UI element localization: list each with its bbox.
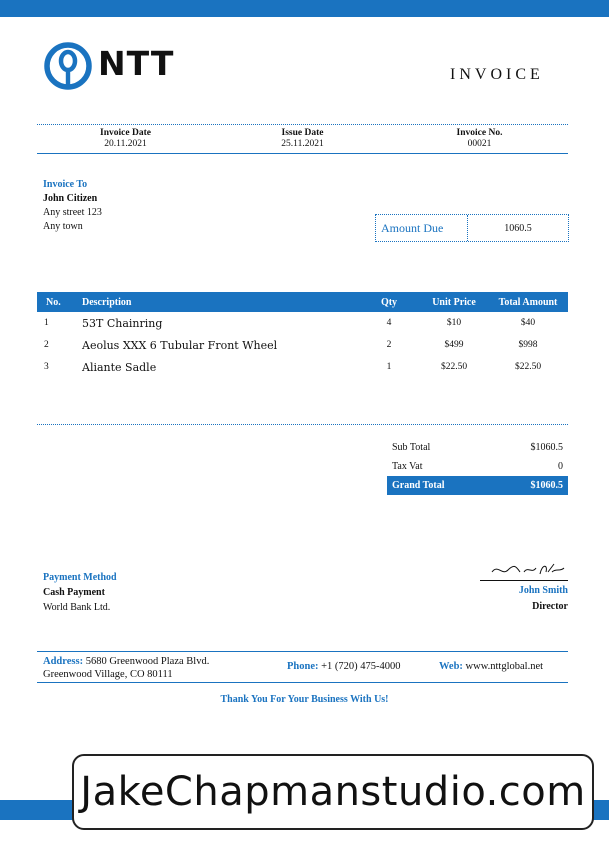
amount-due-box [375,214,569,242]
row-unit-price: $10 [446,318,462,328]
subtotal-value: $1060.5 [530,442,563,453]
invoice-meta-row [37,124,568,154]
ntt-logo-icon [44,42,92,90]
payment-bank: World Bank Ltd. [43,602,111,613]
document-title: INVOICE [450,66,544,83]
bill-to-label: Invoice To [43,179,88,190]
header-description: Description [82,292,358,312]
issue-date-value: 25.11.2021 [281,139,324,149]
signer-title: Director [532,601,568,612]
grand-total-value: $1060.5 [530,480,563,491]
header-unit-price: Unit Price [420,292,488,312]
tax-row [387,457,568,476]
items-divider [37,424,568,425]
issue-date-label: Issue Date [281,128,324,138]
web-label: Web: [439,661,463,672]
row-qty: 2 [386,340,392,350]
web-block [439,661,543,672]
invoice-date [37,125,214,153]
brand-name: NTT [98,44,175,83]
row-no: 1 [44,318,49,328]
address-line1: 5680 Greenwood Plaza Blvd. [85,656,210,667]
table-row [37,356,568,378]
row-description: Aeolus XXX 6 Tubular Front Wheel [82,338,278,352]
top-accent-bar [0,0,609,17]
customer-name: John Citizen [43,193,98,204]
address-line2: Greenwood Village, CO 80111 [43,669,173,680]
header-qty: Qty [358,292,420,312]
bill-to-block [43,178,102,234]
header-total: Total Amount [488,292,568,312]
table-row [37,312,568,334]
table-row [37,334,568,356]
subtotal-row [387,438,568,457]
invoice-number-label: Invoice No. [456,128,503,138]
row-total: $22.50 [514,362,542,372]
row-qty: 1 [386,362,392,372]
phone-block [287,661,401,672]
phone-label: Phone: [287,661,319,672]
payment-method-label: Payment Method [43,572,117,583]
issue-date [214,125,391,153]
invoice-date-value: 20.11.2021 [104,139,147,149]
customer-street: Any street 123 [43,207,102,218]
payment-method-block [43,570,117,615]
payment-method-value: Cash Payment [43,587,105,598]
row-description: 53T Chainring [82,316,163,330]
row-description: Aliante Sadle [82,360,157,374]
web-value: www.nttglobal.net [465,661,544,672]
signature-block [480,560,568,612]
row-unit-price: $22.50 [440,362,468,372]
header-no: No. [37,292,82,312]
grand-total-label: Grand Total [392,480,445,491]
amount-due-label: Amount Due [376,215,468,241]
invoice-date-label: Invoice Date [100,128,151,138]
row-total: $998 [518,340,538,350]
row-unit-price: $499 [444,340,464,350]
signer-name: John Smith [518,585,568,596]
subtotal-label: Sub Total [392,442,431,453]
thank-you-note: Thank You For Your Business With Us! [220,694,389,705]
signature-line [480,580,568,581]
invoice-number [391,125,568,153]
row-no: 3 [44,362,49,372]
phone-value: +1 (720) 475-4000 [321,661,401,672]
address-label: Address: [43,656,84,667]
address-block [43,655,209,681]
contact-footer [37,651,568,683]
amount-due-value: 1060.5 [504,222,532,234]
row-qty: 4 [386,318,392,328]
watermark-banner: JakeChapmanstudio.com [72,754,594,830]
line-items-table [37,292,568,378]
table-header-row [37,292,568,312]
grand-total-row [387,476,568,495]
tax-label: Tax Vat [392,461,423,472]
invoice-number-value: 00021 [467,139,492,149]
row-total: $40 [520,318,536,328]
signature-scribble-icon [488,560,568,578]
row-no: 2 [44,340,49,350]
totals-block [387,438,568,495]
customer-town: Any town [43,221,83,232]
tax-value: 0 [558,461,563,472]
